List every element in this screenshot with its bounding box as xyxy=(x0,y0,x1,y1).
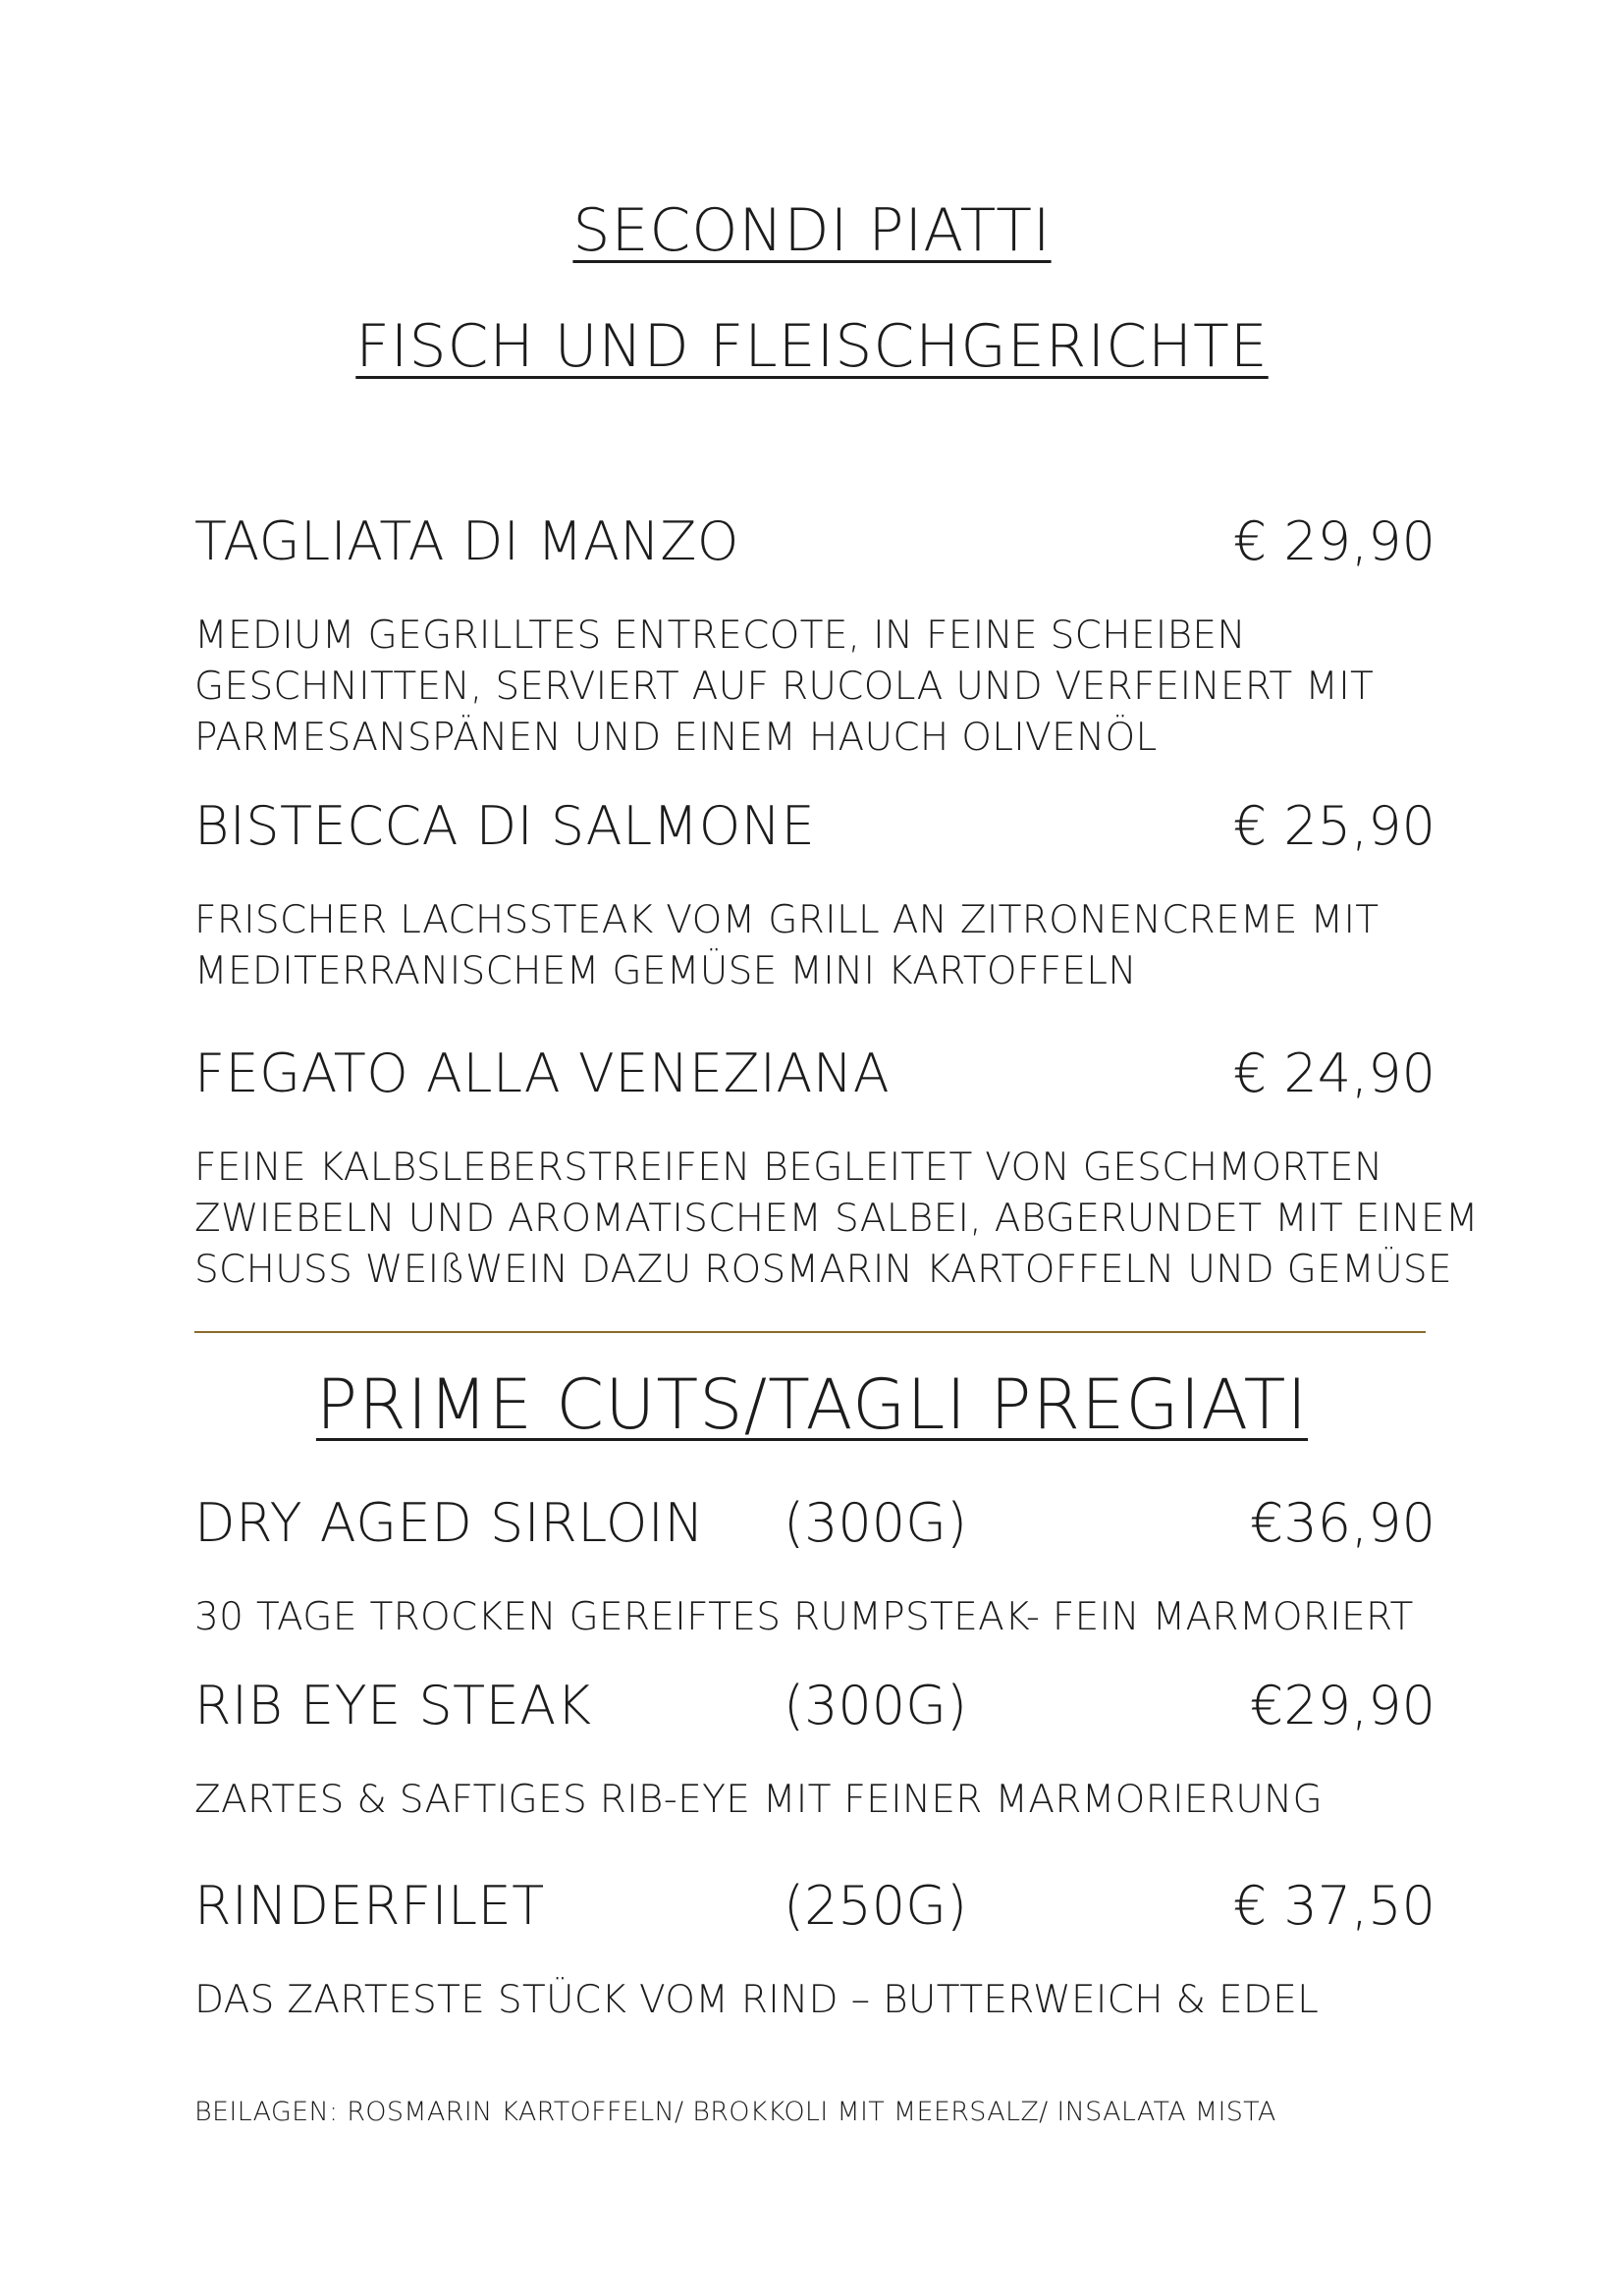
menu-item-description xyxy=(194,1592,1451,1643)
description-line: GESCHNITTEN, SERVIERT AUF RUCOLA UND VERFEINERT MIT xyxy=(194,665,1375,709)
menu-item-price: € 29,90 xyxy=(1232,510,1435,572)
description-line: MEDITERRANISCHEM GEMÜSE MINI KARTOFFELN xyxy=(194,949,1137,993)
menu-item-weight: (250G) xyxy=(784,1875,968,1937)
section-title-prime-cuts xyxy=(0,1364,1624,1445)
menu-item-description xyxy=(194,1143,1479,1296)
description-line: FEINE KALBSLEBERSTREIFEN BEGLEITET VON GESCHMORTEN xyxy=(194,1146,1383,1190)
description-line: PARMESANSPÄNEN UND EINEM HAUCH OLIVENÖL xyxy=(194,716,1158,760)
menu-item-price: € 24,90 xyxy=(1232,1042,1435,1104)
menu-item-price: €29,90 xyxy=(1250,1675,1435,1736)
menu-item-description xyxy=(194,895,1451,997)
section-divider xyxy=(194,1331,1426,1333)
side-dishes-note: BEILAGEN: ROSMARIN KARTOFFELN/ BROKKOLI MIT MEERSALZ/ INSALATA MISTA xyxy=(194,2097,1276,2127)
description-line: FRISCHER LACHSSTEAK VOM GRILL AN ZITRONENCREME MIT xyxy=(194,898,1380,942)
menu-item-price: €36,90 xyxy=(1250,1492,1435,1554)
section-subtitle-fisch-fleisch xyxy=(0,312,1624,381)
section-title-secondi xyxy=(0,196,1624,265)
description-line: 30 TAGE TROCKEN GEREIFTES RUMPSTEAK- FEIN MARMORIERT xyxy=(194,1595,1414,1639)
description-line: MEDIUM GEGRILLTES ENTRECOTE, IN FEINE SCHEIBEN xyxy=(194,614,1246,658)
description-line: ZWIEBELN UND AROMATISCHEM SALBEI, ABGERUNDET MIT EINEM xyxy=(194,1197,1479,1241)
section-title-text: PRIME CUTS/TAGLI PREGIATI xyxy=(315,1364,1309,1445)
description-line: DAS ZARTESTE STÜCK VOM RIND – BUTTERWEICH & EDEL xyxy=(194,1978,1320,2022)
menu-item-name: RINDERFILET xyxy=(194,1875,545,1937)
menu-item-price: € 37,50 xyxy=(1232,1875,1435,1937)
description-line: ZARTES & SAFTIGES RIB-EYE MIT FEINER MARMORIERUNG xyxy=(194,1778,1324,1822)
menu-item-price: € 25,90 xyxy=(1232,795,1435,857)
menu-item-description xyxy=(194,611,1451,764)
menu-item-name: RIB EYE STEAK xyxy=(194,1675,592,1736)
menu-item-weight: (300G) xyxy=(784,1492,968,1554)
section-title-text: SECONDI PIATTI xyxy=(572,196,1052,265)
section-subtitle-text: FISCH UND FLEISCHGERICHTE xyxy=(355,312,1269,381)
menu-item-weight: (300G) xyxy=(784,1675,968,1736)
description-line: SCHUSS WEIßWEIN DAZU ROSMARIN KARTOFFELN UND GEMÜSE xyxy=(194,1248,1452,1292)
menu-item-description xyxy=(194,1975,1451,2026)
menu-item-name: BISTECCA DI SALMONE xyxy=(194,795,816,857)
menu-item-name: FEGATO ALLA VENEZIANA xyxy=(194,1042,891,1104)
menu-item-description xyxy=(194,1775,1451,1826)
menu-item-name: TAGLIATA DI MANZO xyxy=(194,510,739,572)
menu-item-name: DRY AGED SIRLOIN xyxy=(194,1492,705,1554)
